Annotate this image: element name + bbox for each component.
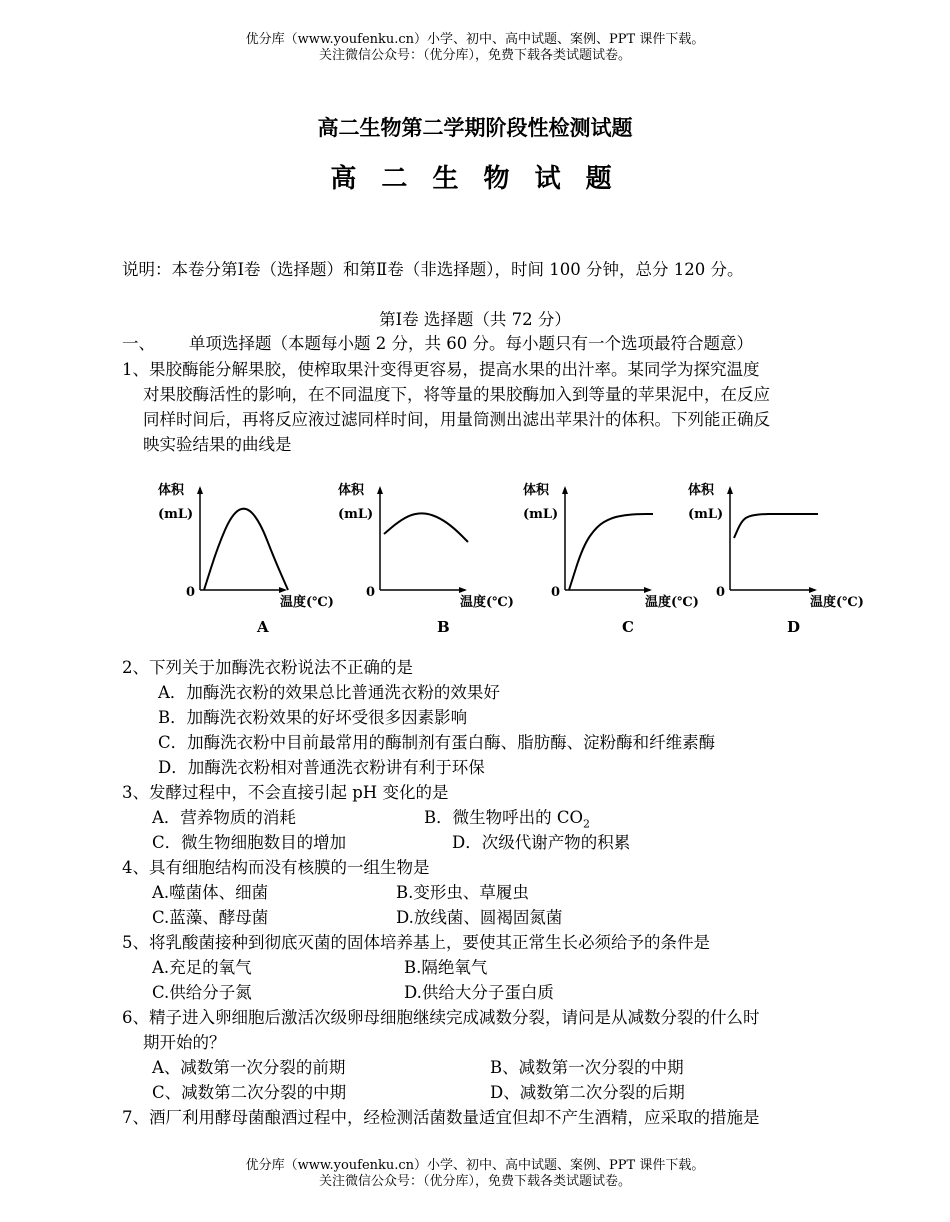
q4-option-c: C.蓝藻、酵母菌 — [152, 908, 269, 927]
panel-d-x-arrow — [809, 587, 817, 593]
q5-stem: 5、将乳酸菌接种到彻底灭菌的固体培养基上，要使其正常生长必须给予的条件是 — [122, 933, 710, 952]
q2-option-b: B．加酶洗衣粉效果的好坏受很多因素影响 — [158, 708, 468, 727]
panel-a-origin: 0 — [186, 585, 196, 600]
panel-c-label: C — [622, 618, 634, 636]
panel-a-curve — [204, 509, 288, 590]
panel-b-xlabel: 温度(℃) — [460, 595, 514, 610]
panel-a-xlabel: 温度(℃) — [280, 595, 334, 610]
q3-option-b-sub: 2 — [583, 817, 591, 831]
panel-b-label: B — [437, 618, 450, 636]
panel-a-x-arrow — [279, 587, 287, 593]
panel-a-y-arrow — [197, 486, 203, 494]
q6-option-d: D、减数第二次分裂的后期 — [490, 1083, 685, 1102]
q3-option-d: D．次级代谢产物的积累 — [452, 833, 631, 852]
q3-stem: 3、发酵过程中，不会直接引起 pH 变化的是 — [122, 783, 449, 802]
q5-option-b: B.隔绝氧气 — [404, 958, 488, 977]
panel-a-ylabel-1: 体积 — [158, 483, 185, 498]
panel-d-ylabel-2: (mL) — [688, 507, 724, 522]
footer-line-1: 优分库（www.youfenku.cn）小学、初中、高中试题、案例、PPT 课件下载。 — [245, 1158, 705, 1173]
q6-option-c: C、减数第二次分裂的中期 — [152, 1083, 347, 1102]
q6-line-2: 期开始的？ — [143, 1033, 226, 1052]
section1-number: 一、 — [122, 334, 155, 353]
q2-option-c: C．加酶洗衣粉中目前最常用的酶制剂有蛋白酶、脂肪酶、淀粉酶和纤维素酶 — [158, 733, 716, 752]
panel-c-y-arrow — [562, 486, 568, 494]
panel-b-y-arrow — [377, 486, 383, 494]
panel-d-label: D — [787, 618, 801, 636]
part1-heading: 第Ⅰ卷 选择题（共 72 分） — [379, 310, 571, 329]
instructions: 说明：本卷分第Ⅰ卷（选择题）和第Ⅱ卷（非选择题），时间 100 分钟，总分 120 分。 — [122, 260, 744, 279]
q7-stem: 7、酒厂利用酵母菌酿酒过程中，经检测活菌数量适宜但却不产生酒精，应采取的措施是 — [122, 1108, 760, 1127]
panel-d-y-arrow — [727, 486, 733, 494]
panel-b-x-arrow — [459, 587, 467, 593]
page-subtitle: 高 二 生 物 试 题 — [330, 164, 620, 194]
panel-d-curve — [734, 514, 818, 538]
section1-heading: 单项选择题（本题每小题 2 分，共 60 分。每小题只有一个选项最符合题意） — [189, 334, 753, 353]
q1-figure — [140, 470, 880, 650]
header-line-1: 优分库（www.youfenku.cn）小学、初中、高中试题、案例、PPT 课件下载。 — [245, 32, 705, 47]
q2-option-a: A．加酶洗衣粉的效果总比普通洗衣粉的效果好 — [158, 683, 500, 702]
q4-option-d: D.放线菌、圆褐固氮菌 — [396, 908, 563, 927]
q3-option-c: C．微生物细胞数目的增加 — [152, 833, 347, 852]
panel-a-ylabel-2: (mL) — [158, 507, 194, 522]
q3-option-a: A．营养物质的消耗 — [152, 808, 296, 827]
panel-d-ylabel-1: 体积 — [688, 483, 715, 498]
header-line-2: 关注微信公众号：（优分库），免费下载各类试题试卷。 — [318, 48, 631, 63]
q5-option-d: D.供给大分子蛋白质 — [404, 983, 554, 1002]
panel-c-origin: 0 — [551, 585, 561, 600]
footer-line-2: 关注微信公众号：（优分库），免费下载各类试题试卷。 — [318, 1174, 631, 1189]
panel-b-ylabel-2: (mL) — [338, 507, 374, 522]
panel-c-ylabel-1: 体积 — [523, 483, 550, 498]
q3-option-b-text: B．微生物呼出的 CO — [424, 808, 584, 827]
q5-option-c: C.供给分子氮 — [152, 983, 252, 1002]
panel-d-xlabel: 温度(℃) — [810, 595, 864, 610]
panel-c-x-arrow — [644, 587, 652, 593]
panel-a-label: A — [257, 618, 269, 636]
q2-stem: 2、下列关于加酶洗衣粉说法不正确的是 — [122, 658, 413, 677]
q2-option-d: D．加酶洗衣粉相对普通洗衣粉讲有利于环保 — [158, 758, 485, 777]
q1-line-2: 对果胶酶活性的影响，在不同温度下，将等量的果胶酶加入到等量的苹果泥中，在反应 — [143, 385, 770, 404]
q4-option-a: A.噬菌体、细菌 — [152, 883, 269, 902]
q4-option-b: B.变形虫、草履虫 — [396, 883, 529, 902]
q6-line-1: 6、精子进入卵细胞后激活次级卵母细胞继续完成减数分裂，请问是从减数分裂的什么时 — [122, 1008, 760, 1027]
panel-b-ylabel-1: 体积 — [338, 483, 365, 498]
page-title: 高二生物第二学期阶段性检测试题 — [317, 115, 633, 140]
panel-c-xlabel: 温度(℃) — [645, 595, 699, 610]
q6-option-a: A、减数第一次分裂的前期 — [152, 1058, 346, 1077]
q1-line-1: 1、果胶酶能分解果胶，使榨取果汁变得更容易，提高水果的出汁率。某同学为探究温度 — [122, 360, 760, 379]
panel-b-curve — [384, 513, 468, 542]
panel-c-ylabel-2: (mL) — [523, 507, 559, 522]
q5-option-a: A.充足的氧气 — [152, 958, 252, 977]
q1-line-4: 映实验结果的曲线是 — [143, 435, 292, 454]
panel-c-curve — [569, 514, 653, 590]
panel-d-origin: 0 — [716, 585, 726, 600]
q4-stem: 4、具有细胞结构而没有核膜的一组生物是 — [122, 858, 430, 877]
panel-b-origin: 0 — [366, 585, 376, 600]
q1-line-3: 同样时间后，再将反应液过滤同样时间，用量筒测出滤出苹果汁的体积。下列能正确反 — [143, 410, 770, 429]
q6-option-b: B、减数第一次分裂的中期 — [490, 1058, 684, 1077]
